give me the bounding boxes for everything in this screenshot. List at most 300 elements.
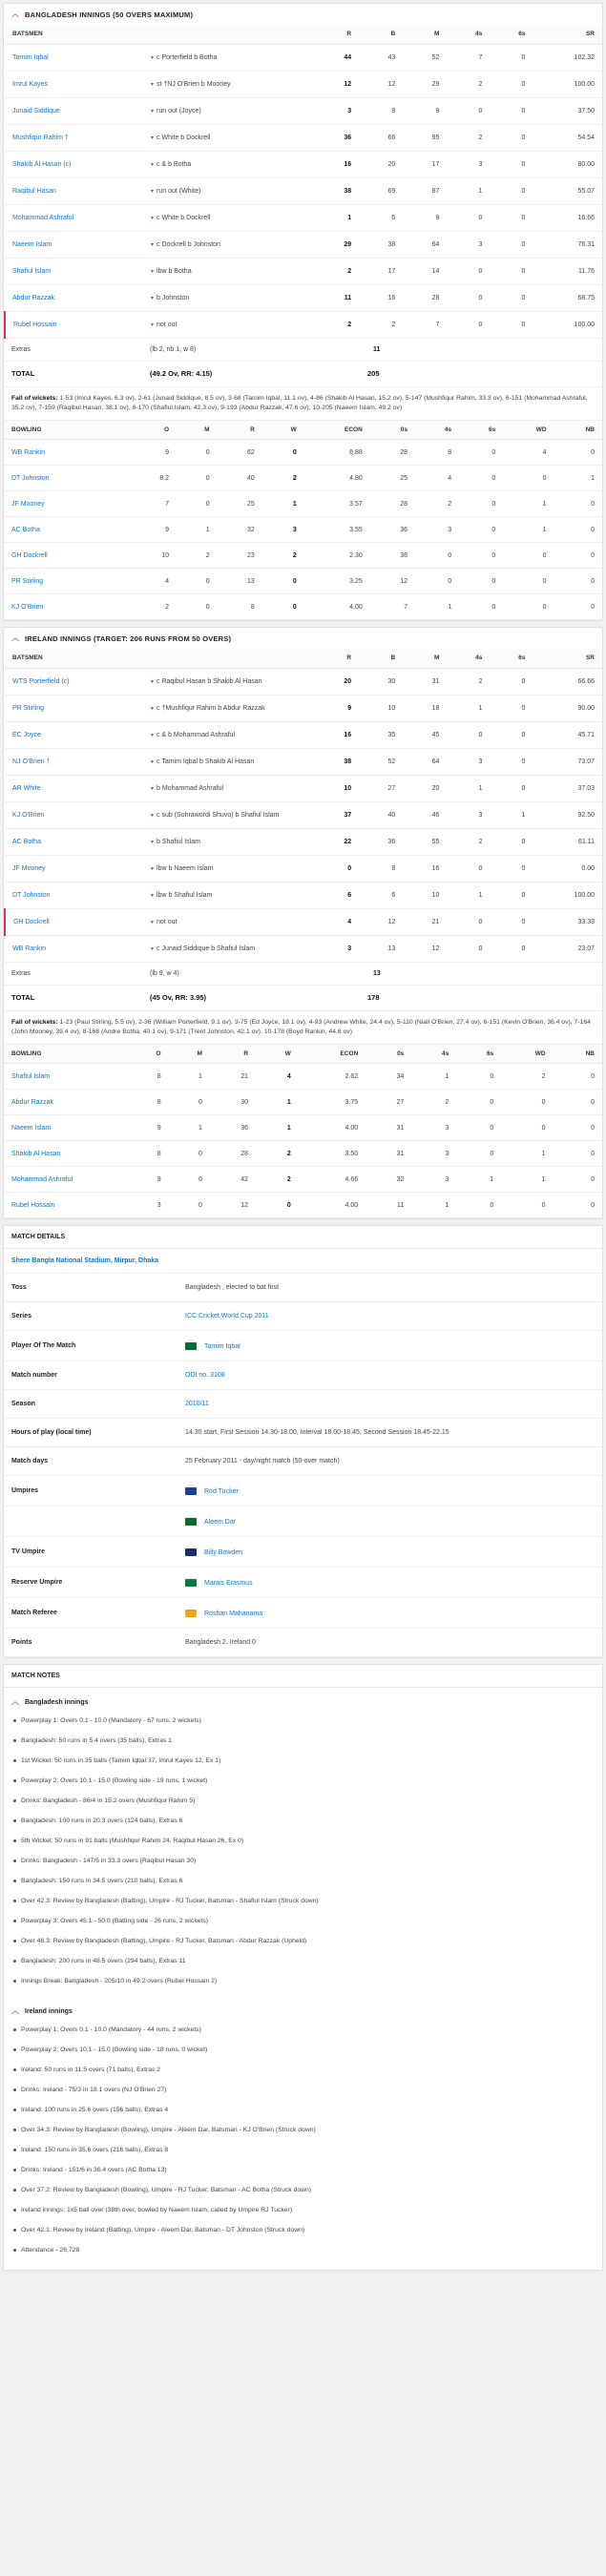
extras-label: Extras xyxy=(4,339,142,362)
fow-text: 1-23 (Paul Stirling, 5.5 ov), 2-36 (William Porterfield, 9.1 ov), 3-75 (Ed Joyce, 18.1 ov), 4-93 (Andrew White, 24.4 ov), 5-110 (Niall O'Brien, 27.4 ov), 6-151 (Kevin O'Brien, 36.4 ov), 7-164 (John Mooney, 39.4 ov), 8-168 (Andre Botha, 40.1 ov), 9-171 (Trent Johnston, 42.1 ov), 10-178 (Boyd Rankin, 44.6 ov) xyxy=(11,1018,591,1035)
note-item: Bangladesh: 100 runs in 20.3 overs (124 balls), Extras 6 xyxy=(11,1811,595,1831)
innings-header[interactable] xyxy=(4,4,602,25)
bowler-name[interactable]: Abdur Razzak xyxy=(4,1090,128,1115)
bowler-econ: 3.50 xyxy=(299,1141,366,1167)
dismissal-cell xyxy=(143,882,315,908)
batsman-b: 69 xyxy=(359,177,403,204)
chevron-up-icon[interactable]: ︿ xyxy=(11,634,20,642)
bangladesh-flag-icon xyxy=(185,1342,197,1350)
bowling-header: BOWLING xyxy=(4,1045,128,1064)
batsman-m: 29 xyxy=(403,71,447,97)
batsman-sixes: 0 xyxy=(490,775,533,801)
total-value: 178 xyxy=(320,986,602,1010)
dismissal-cell xyxy=(143,935,315,962)
detail-value[interactable] xyxy=(185,1518,602,1526)
bowler-o: 2 xyxy=(128,594,177,620)
dismissal-dropdown-icon[interactable]: ▾ xyxy=(151,812,155,819)
extras-detail: (lb 9, w 4) xyxy=(142,963,320,986)
total-detail: (45 Ov, RR: 3.95) xyxy=(142,986,320,1010)
bowler-r: 36 xyxy=(210,1115,256,1141)
dismissal-text: c Junaid Siddique b Shafiul Islam xyxy=(157,945,256,952)
batsman-name[interactable]: Mushfiqur Rahim † xyxy=(5,124,143,151)
total-label: TOTAL xyxy=(4,362,142,386)
bowler-fours: 1 xyxy=(415,594,459,620)
bowler-econ: 6.88 xyxy=(304,440,370,466)
batsman-fours: 3 xyxy=(447,151,490,177)
detail-key: Series xyxy=(11,1313,32,1319)
batsman-b: 8 xyxy=(359,855,403,882)
batsmen-header: BATSMEN xyxy=(5,649,315,668)
batsman-b: 8 xyxy=(359,97,403,124)
batsman-sr: 92.50 xyxy=(533,801,602,828)
bowler-nb: 0 xyxy=(554,594,602,620)
batsman-m: 9 xyxy=(403,97,447,124)
batsman-sr: 61.11 xyxy=(533,828,602,855)
r-header: R xyxy=(315,25,359,44)
detail-value[interactable] xyxy=(185,1401,602,1407)
batsman-sr: 90.00 xyxy=(533,695,602,721)
detail-value[interactable] xyxy=(185,1579,602,1587)
detail-value[interactable] xyxy=(185,1372,602,1379)
batsman-name[interactable]: WTS Porterfield (c) xyxy=(5,668,143,695)
detail-value[interactable] xyxy=(185,1548,602,1556)
dismissal-cell xyxy=(143,124,315,151)
batsman-sixes: 0 xyxy=(490,177,533,204)
bowler-w: 2 xyxy=(262,543,304,569)
ireland-innings-card xyxy=(3,627,603,1219)
batsman-sr: 37.50 xyxy=(533,97,602,124)
match-notes-title: MATCH NOTES xyxy=(4,1665,602,1688)
notes-section-title: Ireland innings xyxy=(25,2007,73,2015)
dismissal-dropdown-icon[interactable]: ▾ xyxy=(151,892,155,899)
bowler-w: 2 xyxy=(262,466,304,491)
detail-value-text[interactable]: ODI no. 3108 xyxy=(185,1372,225,1379)
b-header: B xyxy=(359,649,403,668)
bowler-wd: 0 xyxy=(501,1115,553,1141)
bowler-sixes: 0 xyxy=(459,569,503,594)
econ-header: ECON xyxy=(299,1045,366,1064)
batsman-name[interactable]: Raqibul Hasan xyxy=(5,177,143,204)
dismissal-text: b Mohammad Ashraful xyxy=(157,784,224,792)
notes-section-header[interactable] xyxy=(11,1693,595,1711)
batsman-name[interactable]: AR White xyxy=(5,775,143,801)
bowler-r: 28 xyxy=(210,1141,256,1167)
batsman-sixes: 0 xyxy=(490,231,533,258)
bowler-sixes: 0 xyxy=(456,1193,501,1218)
batsman-name[interactable]: DT Johnston xyxy=(5,882,143,908)
bowler-o: 9 xyxy=(128,440,177,466)
dismissal-dropdown-icon[interactable]: ▾ xyxy=(151,678,155,685)
dismissal-cell xyxy=(143,311,315,338)
batsman-name[interactable]: Rubel Hossain xyxy=(5,311,143,338)
chevron-up-icon[interactable]: ︿ xyxy=(11,2006,19,2015)
batsman-name[interactable]: Junaid Siddique xyxy=(5,97,143,124)
bowler-row xyxy=(4,543,602,569)
o-header: O xyxy=(128,1045,169,1064)
dismissal-dropdown-icon[interactable]: ▾ xyxy=(151,945,155,952)
batsman-b: 27 xyxy=(359,775,403,801)
batsman-sixes: 0 xyxy=(490,97,533,124)
bowler-fours: 0 xyxy=(415,569,459,594)
bowler-sixes: 0 xyxy=(456,1090,501,1115)
southafrica-flag-icon xyxy=(185,1579,197,1587)
bowler-sixes: 1 xyxy=(456,1167,501,1193)
note-item: Ireland: 100 runs in 25.6 overs (156 balls), Extras 4 xyxy=(11,2100,595,2120)
batsman-m: 20 xyxy=(403,775,447,801)
bowler-name[interactable]: Shakib Al Hasan xyxy=(4,1141,128,1167)
batsman-m: 21 xyxy=(403,908,447,935)
note-item: Powerplay 1: Overs 0.1 - 10.0 (Mandatory - 44 runs, 2 wickets) xyxy=(11,2020,595,2040)
bowler-nb: 1 xyxy=(554,466,602,491)
detail-value-text[interactable]: Tamim Iqbal xyxy=(204,1342,240,1350)
dots-header: 0s xyxy=(370,421,415,440)
batsman-row xyxy=(5,721,602,748)
note-item: Powerplay 1: Overs 0.1 - 10.0 (Mandatory - 67 runs, 2 wickets) xyxy=(11,1711,595,1731)
detail-value-text[interactable]: Rod Tucker xyxy=(204,1487,239,1495)
batsman-b: 20 xyxy=(359,151,403,177)
bowler-sixes: 0 xyxy=(459,440,503,466)
dismissal-dropdown-icon[interactable]: ▾ xyxy=(151,732,155,738)
bowler-dots: 11 xyxy=(366,1193,411,1218)
bowler-name[interactable]: Naeem Islam xyxy=(4,1115,128,1141)
fall-of-wickets xyxy=(4,1011,602,1045)
bowler-wd: 0 xyxy=(503,594,554,620)
bowler-name[interactable]: Rubel Hossain xyxy=(4,1193,128,1218)
bowler-m: 0 xyxy=(169,1090,210,1115)
dismissal-cell xyxy=(143,695,315,721)
bowler-fours: 8 xyxy=(415,440,459,466)
dismissal-dropdown-icon[interactable]: ▾ xyxy=(151,161,155,168)
bowler-name[interactable]: Mohammad Ashraful xyxy=(4,1167,128,1193)
batsman-sixes: 0 xyxy=(490,668,533,695)
notes-section-header[interactable] xyxy=(11,2003,595,2020)
batsman-r: 2 xyxy=(315,258,359,284)
batsman-m: 31 xyxy=(403,668,447,695)
detail-value xyxy=(185,1458,602,1465)
batsman-sr: 80.00 xyxy=(533,151,602,177)
venue-link[interactable]: Shere Bangla National Stadium, Mirpur, Dhaka xyxy=(4,1249,602,1274)
batsman-b: 66 xyxy=(359,124,403,151)
batsman-r: 3 xyxy=(315,935,359,962)
bowler-name[interactable]: KJ O'Brien xyxy=(4,594,128,620)
bowler-name[interactable]: WB Rankin xyxy=(4,440,128,466)
batsman-b: 17 xyxy=(359,258,403,284)
bowler-name[interactable]: Shafiul Islam xyxy=(4,1064,128,1090)
batsman-row xyxy=(5,801,602,828)
batsman-row xyxy=(5,258,602,284)
bowler-w: 2 xyxy=(256,1141,299,1167)
bowler-sixes: 0 xyxy=(456,1115,501,1141)
batsman-name[interactable]: Abdur Razzak xyxy=(5,284,143,311)
dismissal-dropdown-icon[interactable]: ▾ xyxy=(151,295,155,301)
extras-detail: (lb 2, nb 1, w 8) xyxy=(142,339,320,362)
dismissal-dropdown-icon[interactable]: ▾ xyxy=(151,839,155,845)
m-header: M xyxy=(169,1045,210,1064)
note-item: Over 42.1: Review by Ireland (Batting), Umpire - Aleem Dar, Batsman - DT Johnston (Struck down) xyxy=(11,2220,595,2240)
bowler-w: 0 xyxy=(262,440,304,466)
dismissal-dropdown-icon[interactable]: ▾ xyxy=(151,241,155,248)
dismissal-text: c & b Botha xyxy=(157,160,192,168)
batsman-r: 16 xyxy=(315,151,359,177)
batsmen-header: BATSMEN xyxy=(5,25,315,44)
bowler-m: 0 xyxy=(177,466,218,491)
bowler-row xyxy=(4,517,602,543)
bowler-name[interactable]: JF Mooney xyxy=(4,491,128,517)
detail-value-text[interactable]: ICC Cricket World Cup 2011 xyxy=(185,1313,269,1319)
bowler-o: 10 xyxy=(128,543,177,569)
dismissal-dropdown-icon[interactable]: ▾ xyxy=(151,135,155,141)
dismissal-dropdown-icon[interactable]: ▾ xyxy=(151,215,155,221)
bowler-fours: 2 xyxy=(415,491,459,517)
batting-table xyxy=(4,25,602,339)
dismissal-text: st †NJ O'Brien b Mooney xyxy=(157,80,231,88)
batsman-name[interactable]: WB Rankin xyxy=(5,935,143,962)
bowler-econ: 4.66 xyxy=(299,1167,366,1193)
ireland-notes xyxy=(4,1991,602,2260)
bowler-row xyxy=(4,1115,602,1141)
detail-value-text: Bangladesh , elected to bat first xyxy=(185,1284,280,1291)
batsman-row xyxy=(5,908,602,935)
bowler-fours: 3 xyxy=(411,1141,456,1167)
batsman-name[interactable]: Tamim Iqbal xyxy=(5,44,143,71)
bowler-r: 8 xyxy=(218,594,262,620)
match-detail-row xyxy=(4,1302,602,1331)
batsman-sr: 100.00 xyxy=(533,71,602,97)
batsman-name[interactable]: Shakib Al Hasan (c) xyxy=(5,151,143,177)
batsman-name[interactable]: Imrul Kayes xyxy=(5,71,143,97)
batsman-fours: 1 xyxy=(447,882,490,908)
bowler-m: 1 xyxy=(169,1064,210,1090)
batsman-fours: 3 xyxy=(447,748,490,775)
batsman-sixes: 0 xyxy=(490,71,533,97)
batsman-r: 6 xyxy=(315,882,359,908)
bowler-m: 0 xyxy=(177,491,218,517)
batsman-name[interactable]: GH Dockrell xyxy=(5,908,143,935)
dismissal-text: b Johnston xyxy=(157,294,190,301)
dismissal-text: c Porterfield b Botha xyxy=(157,53,218,61)
bowler-row xyxy=(4,466,602,491)
batsman-row xyxy=(5,71,602,97)
batsman-b: 12 xyxy=(359,71,403,97)
note-item: Ireland innings: 1x5 ball over (38th over, bowled by Naeem Islam, called by Umpire RJ Tucker) xyxy=(11,2200,595,2220)
bowler-name[interactable]: PR Stirling xyxy=(4,569,128,594)
batsman-b: 2 xyxy=(359,311,403,338)
bowler-wd: 4 xyxy=(503,440,554,466)
bowler-o: 8 xyxy=(128,1090,169,1115)
batsman-row xyxy=(5,124,602,151)
batsman-m: 55 xyxy=(403,828,447,855)
batsman-r: 36 xyxy=(315,124,359,151)
batsman-name[interactable]: KJ O'Brien xyxy=(5,801,143,828)
batsman-name[interactable]: Naeem Islam xyxy=(5,231,143,258)
bowler-econ: 3.75 xyxy=(299,1090,366,1115)
batsman-row xyxy=(5,311,602,338)
bowler-r: 62 xyxy=(218,440,262,466)
dismissal-dropdown-icon[interactable]: ▾ xyxy=(151,919,155,925)
bowler-r: 30 xyxy=(210,1090,256,1115)
extras-value: 11 xyxy=(320,339,602,362)
fall-of-wickets xyxy=(4,387,602,421)
detail-value[interactable] xyxy=(185,1342,602,1350)
dismissal-cell xyxy=(143,855,315,882)
batsman-name[interactable]: Mohammad Ashraful xyxy=(5,204,143,231)
batsman-m: 16 xyxy=(403,855,447,882)
detail-value-text[interactable]: Marais Erasmus xyxy=(204,1579,253,1587)
batting-table xyxy=(4,649,602,963)
batsman-sixes: 0 xyxy=(490,721,533,748)
bowler-wd: 2 xyxy=(501,1064,553,1090)
dismissal-dropdown-icon[interactable]: ▾ xyxy=(151,322,155,328)
note-item: Ireland: 50 runs in 11.5 overs (71 balls), Extras 2 xyxy=(11,2060,595,2080)
bowling-table xyxy=(4,421,602,621)
batsman-name[interactable]: JF Mooney xyxy=(5,855,143,882)
bowler-wd: 0 xyxy=(503,466,554,491)
batsman-m: 46 xyxy=(403,801,447,828)
w-header: W xyxy=(256,1045,299,1064)
batsman-fours: 2 xyxy=(447,124,490,151)
batsman-row xyxy=(5,828,602,855)
detail-value xyxy=(185,1639,602,1646)
batsman-sr: 37.03 xyxy=(533,775,602,801)
batsman-sr: 100.00 xyxy=(533,311,602,338)
bowler-o: 3 xyxy=(128,1193,169,1218)
batsman-sr: 45.71 xyxy=(533,721,602,748)
bowler-name[interactable]: AC Botha xyxy=(4,517,128,543)
dismissal-dropdown-icon[interactable]: ▾ xyxy=(151,705,155,712)
batsman-fours: 1 xyxy=(447,177,490,204)
extras-label: Extras xyxy=(4,963,142,986)
detail-value-text[interactable]: Billy Bowden xyxy=(204,1548,243,1556)
bowler-w: 0 xyxy=(262,594,304,620)
dismissal-cell xyxy=(143,668,315,695)
fours-header: 4s xyxy=(447,25,490,44)
bowler-econ: 4.00 xyxy=(304,594,370,620)
detail-value[interactable] xyxy=(185,1313,602,1319)
bowler-name[interactable]: GH Dockrell xyxy=(4,543,128,569)
dismissal-text: not out xyxy=(157,321,178,328)
batsman-m: 95 xyxy=(403,124,447,151)
dismissal-dropdown-icon[interactable]: ▾ xyxy=(151,268,155,275)
detail-value-text[interactable]: Roshan Mahanama xyxy=(204,1610,263,1617)
bowler-nb: 0 xyxy=(554,1193,602,1218)
dismissal-cell xyxy=(143,908,315,935)
bowler-nb: 0 xyxy=(554,569,602,594)
detail-value-text[interactable]: 2010/11 xyxy=(185,1401,209,1407)
batsman-r: 29 xyxy=(315,231,359,258)
batsman-name[interactable]: AC Botha xyxy=(5,828,143,855)
dismissal-dropdown-icon[interactable]: ▾ xyxy=(151,188,155,195)
batsman-fours: 0 xyxy=(447,855,490,882)
bowler-fours: 0 xyxy=(415,543,459,569)
bowler-wd: 0 xyxy=(501,1090,553,1115)
chevron-up-icon[interactable]: ︿ xyxy=(11,1697,19,1706)
batsman-sr: 76.31 xyxy=(533,231,602,258)
bowler-w: 3 xyxy=(262,517,304,543)
r-header: R xyxy=(210,1045,256,1064)
batsman-row xyxy=(5,882,602,908)
innings-title: BANGLADESH INNINGS (50 OVERS MAXIMUM) xyxy=(25,10,194,19)
detail-value[interactable] xyxy=(185,1610,602,1617)
batsman-sixes: 0 xyxy=(490,748,533,775)
dismissal-cell xyxy=(143,204,315,231)
dismissal-dropdown-icon[interactable]: ▾ xyxy=(151,865,155,872)
batsman-sr: 16.66 xyxy=(533,204,602,231)
w-header: W xyxy=(262,421,304,440)
dismissal-dropdown-icon[interactable]: ▾ xyxy=(151,758,155,765)
batsman-r: 0 xyxy=(315,855,359,882)
detail-key: Match number xyxy=(11,1372,57,1379)
econ-header: ECON xyxy=(304,421,370,440)
bowler-nb: 0 xyxy=(554,1115,602,1141)
batsman-row xyxy=(5,748,602,775)
bowler-w: 1 xyxy=(262,491,304,517)
match-detail-row xyxy=(4,1506,602,1537)
batsman-r: 12 xyxy=(315,71,359,97)
bowler-sixes: 0 xyxy=(459,594,503,620)
dismissal-dropdown-icon[interactable]: ▾ xyxy=(151,81,155,88)
chevron-up-icon[interactable]: ︿ xyxy=(11,10,20,18)
r-header: R xyxy=(315,649,359,668)
bowler-name[interactable]: DT Johnston xyxy=(4,466,128,491)
bowler-m: 2 xyxy=(177,543,218,569)
bowler-sixes: 0 xyxy=(459,491,503,517)
bowler-econ: 4.00 xyxy=(299,1193,366,1218)
dismissal-cell xyxy=(143,828,315,855)
bowler-row xyxy=(4,1167,602,1193)
detail-value[interactable] xyxy=(185,1487,602,1495)
dismissal-dropdown-icon[interactable]: ▾ xyxy=(151,54,155,61)
batsman-b: 38 xyxy=(359,231,403,258)
batsman-sr: 100.00 xyxy=(533,882,602,908)
batsman-name[interactable]: NJ O'Brien † xyxy=(5,748,143,775)
dismissal-text: not out xyxy=(157,918,178,925)
dismissal-dropdown-icon[interactable]: ▾ xyxy=(151,785,155,792)
bowler-econ: 3.25 xyxy=(304,569,370,594)
note-item: Drinks: Ireland - 151/6 in 36.4 overs (AC Botha 13) xyxy=(11,2160,595,2180)
batsman-r: 10 xyxy=(315,775,359,801)
bowler-m: 1 xyxy=(169,1115,210,1141)
bowler-econ: 4.80 xyxy=(304,466,370,491)
detail-key: Points xyxy=(11,1639,32,1646)
batsman-m: 87 xyxy=(403,177,447,204)
dismissal-dropdown-icon[interactable]: ▾ xyxy=(151,108,155,114)
batsman-m: 64 xyxy=(403,748,447,775)
batsman-sr: 54.54 xyxy=(533,124,602,151)
bowling-header: BOWLING xyxy=(4,421,128,440)
match-detail-row xyxy=(4,1447,602,1476)
batsman-m: 14 xyxy=(403,258,447,284)
batsman-b: 12 xyxy=(359,908,403,935)
dismissal-text: c White b Dockrell xyxy=(157,134,211,141)
batsman-r: 20 xyxy=(315,668,359,695)
innings-header[interactable] xyxy=(4,628,602,649)
batsman-fours: 2 xyxy=(447,668,490,695)
detail-value-text[interactable]: Aleem Dar xyxy=(204,1518,237,1526)
note-item: Bangladesh: 200 runs in 48.5 overs (294 balls), Extras 11 xyxy=(11,1951,595,1971)
sr-header: SR xyxy=(533,649,602,668)
bowler-w: 2 xyxy=(256,1167,299,1193)
batsman-sr: 11.76 xyxy=(533,258,602,284)
dismissal-text: c Dockrell b Johnston xyxy=(157,240,220,248)
bowler-w: 4 xyxy=(256,1064,299,1090)
batsman-name[interactable]: PR Stirling xyxy=(5,695,143,721)
batsman-name[interactable]: Shafiul Islam xyxy=(5,258,143,284)
bowler-dots: 31 xyxy=(366,1115,411,1141)
batsman-name[interactable]: EC Joyce xyxy=(5,721,143,748)
batsman-r: 9 xyxy=(315,695,359,721)
detail-key: Match days xyxy=(11,1458,49,1465)
dismissal-text: lbw b Naeem Islam xyxy=(157,864,214,872)
